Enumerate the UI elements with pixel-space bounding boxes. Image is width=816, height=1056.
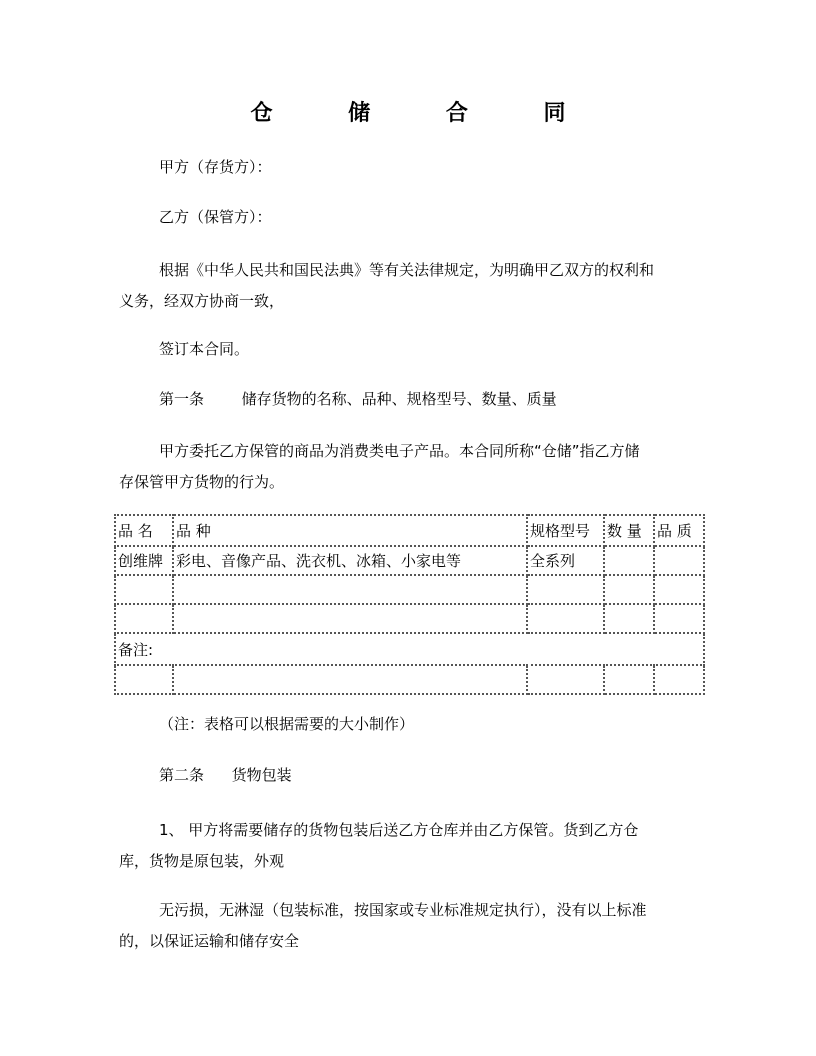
- table-cell: [654, 665, 704, 694]
- article-2-item-1-line-1: 1、 甲方将需要储存的货物包装后送乙方仓库并由乙方保管。货到乙方仓: [159, 821, 639, 839]
- table-cell: [604, 575, 654, 604]
- party-a-line: 甲方（存货方）：: [159, 158, 272, 176]
- table-cell: [115, 665, 173, 694]
- table-cell: 全系列: [527, 546, 604, 575]
- article-2-number: 第二条: [159, 766, 205, 784]
- article-1-text-line-1: 甲方委托乙方保管的商品为消费类电子产品。本合同所称“仓储”指乙方储: [159, 442, 640, 460]
- table-remark-row: [115, 633, 704, 665]
- table-cell: [115, 604, 173, 633]
- article-1-heading-line: [159, 384, 557, 415]
- article-2-item-1-line-3: 无污损，无淋湿（包装标准，按国家或专业标准规定执行），没有以上标准: [159, 901, 647, 919]
- article-1-heading: 储存货物的名称、品种、规格型号、数量、质量: [241, 390, 557, 408]
- table-cell: [173, 575, 527, 604]
- table-cell: [654, 575, 704, 604]
- document-title: 仓 储 合 同: [250, 100, 600, 126]
- article-2-item-1-line-4: 的，以保证运输和储存安全: [119, 932, 300, 950]
- article-2-item-1-line-2: 库，货物是原包装，外观: [119, 852, 285, 870]
- article-2-heading: 货物包装: [231, 766, 292, 784]
- header-product-name: 品 名: [115, 515, 173, 546]
- table-row: [115, 546, 704, 575]
- header-variety: 品 种: [173, 515, 527, 546]
- party-b-line: 乙方（保管方）：: [159, 208, 272, 226]
- sign-line: 签订本合同。: [159, 340, 250, 358]
- table-cell: 创维牌: [115, 546, 173, 575]
- table-note: （注：表格可以根据需要的大小制作）: [159, 715, 415, 733]
- table-cell: [654, 604, 704, 633]
- article-1-number: 第一条: [159, 390, 205, 408]
- goods-table: [114, 514, 705, 695]
- header-quantity: 数 量: [604, 515, 654, 546]
- table-header-row: [115, 515, 704, 546]
- table-cell: [604, 665, 654, 694]
- table-cell: [527, 575, 604, 604]
- remark-cell: 备注:: [115, 633, 704, 665]
- intro-line-2: 义务，经双方协商一致，: [119, 292, 285, 310]
- header-quality: 品 质: [654, 515, 704, 546]
- table-cell: [527, 604, 604, 633]
- table-row: [115, 604, 704, 633]
- table-cell: 彩电、音像产品、洗衣机、冰箱、小家电等: [173, 546, 527, 575]
- table-cell: [654, 546, 704, 575]
- table-row: [115, 665, 704, 694]
- intro-line-1: 根据《中华人民共和国民法典》等有关法律规定，为明确甲乙双方的权利和: [159, 261, 655, 279]
- table-cell: [604, 604, 654, 633]
- table-cell: [173, 665, 527, 694]
- table-row: [115, 575, 704, 604]
- article-2-heading-line: [159, 760, 292, 791]
- table-cell: [115, 575, 173, 604]
- table-cell: [527, 665, 604, 694]
- article-1-text-line-2: 存保管甲方货物的行为。: [119, 473, 285, 491]
- table-cell: [604, 546, 654, 575]
- table-cell: [173, 604, 527, 633]
- header-model: 规格型号: [527, 515, 604, 546]
